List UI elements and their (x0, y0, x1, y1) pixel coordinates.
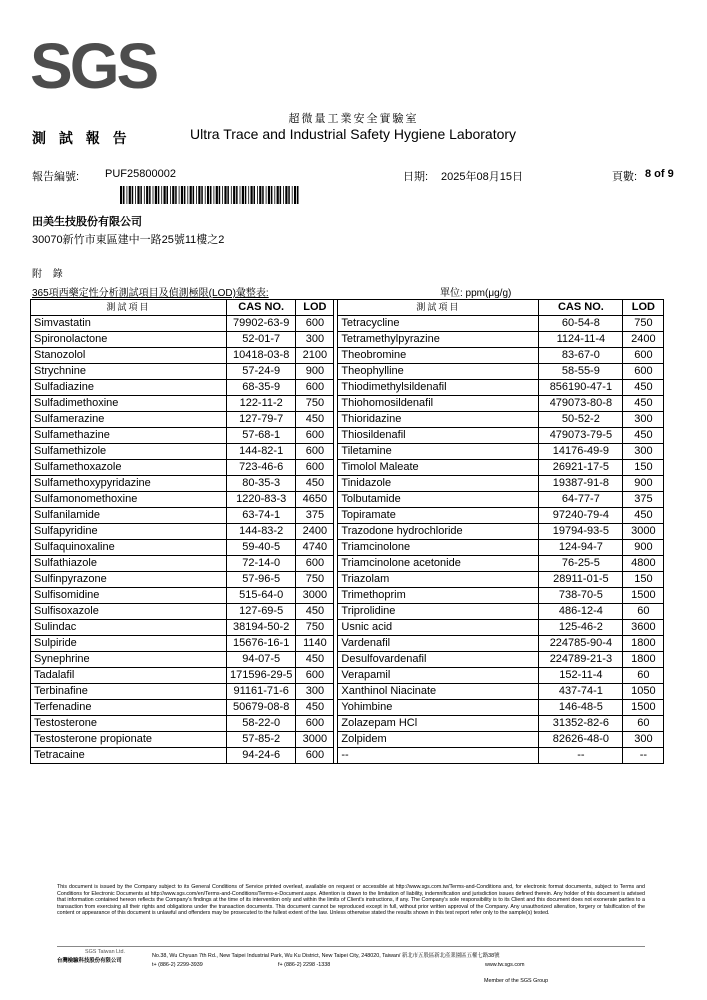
cas-number: 64-77-7 (539, 492, 623, 508)
barcode-bar (120, 186, 122, 204)
lod-value: 3600 (623, 620, 664, 636)
appendix-label: 附 錄 (32, 269, 67, 280)
lod-value: 900 (623, 476, 664, 492)
sgs-logo (28, 30, 163, 100)
barcode-bar (184, 186, 186, 204)
cas-number: 479073-80-8 (539, 396, 623, 412)
lod-value: 150 (623, 460, 664, 476)
lod-value: 4800 (623, 556, 664, 572)
barcode-bar (198, 186, 200, 204)
test-item-name: -- (338, 748, 539, 764)
lod-value: 450 (623, 380, 664, 396)
barcode-bar (210, 186, 212, 204)
lod-value: -- (623, 748, 664, 764)
lod-value: 60 (623, 716, 664, 732)
barcode-bar (251, 186, 253, 204)
test-item-name: Strychnine (31, 364, 227, 380)
test-item-name: Topiramate (338, 508, 539, 524)
table-row (31, 668, 664, 684)
report-number-label: 報告編號: (32, 171, 80, 183)
cas-number: 479073-79-5 (539, 428, 623, 444)
footer-company-en: SGS Taiwan Ltd. (85, 949, 126, 955)
test-item-name: Tiletamine (338, 444, 539, 460)
test-item-name: Terbinafine (31, 684, 227, 700)
disclaimer-text: This document is issued by the Company subject to its General Conditions of Service printed overleaf, available on request or accessible at http://www.sgs.com.tw/Terms-and-Conditions and, for electronic format documents, subject to Terms and Conditions for Electronic Documents at http://www.sgs.com/en/Terms-and-Conditions/Terms-e-Document.aspx. Attention is drawn to the limitation of liability, indemnification and jurisdiction issues defined therein. Any holder of this document is advised that information contained hereon reflects the Company's findings at the time of its intervention only and within the limits of Client's instructions, if any. The Company's sole responsibility is to its Client and this document does not exonerate parties to a transaction from exercising all their rights and obligations under the transaction documents. This document cannot be reproduced except in full, without prior written approval of the Company. Any unauthorized alteration, forgery or falsification of the content or appearance of this document is unlawful and offenders may be prosecuted to the fullest extent of the law. Unless otherwise stated the results shown in this test report refer only to the sample(s) tested. (57, 884, 645, 917)
date-label: 日期: (403, 171, 429, 183)
barcode-bar (129, 186, 131, 204)
cas-number: 171596-29-5 (227, 668, 296, 684)
lod-value: 300 (623, 444, 664, 460)
barcode-bar (297, 186, 299, 204)
barcode-bar (233, 186, 235, 204)
cas-number: 50-52-2 (539, 412, 623, 428)
table-row (31, 524, 664, 540)
lod-value: 2100 (296, 348, 334, 364)
test-item-name: Simvastatin (31, 316, 227, 332)
cas-number: 28911-01-5 (539, 572, 623, 588)
lod-value: 375 (623, 492, 664, 508)
unit-label: 單位: ppm(μg/g) (440, 288, 512, 299)
lod-value: 600 (296, 444, 334, 460)
barcode-bar (167, 186, 169, 204)
barcode-bar (259, 186, 261, 204)
lod-value: 750 (296, 572, 334, 588)
test-item-name: Sulfadiazine (31, 380, 227, 396)
test-item-name: Testosterone propionate (31, 732, 227, 748)
table-row (31, 652, 664, 668)
cas-number: 152-11-4 (539, 668, 623, 684)
test-item-name: Thiosildenafil (338, 428, 539, 444)
lod-value: 3000 (623, 524, 664, 540)
test-item-name: Tetracycline (338, 316, 539, 332)
table-row (31, 428, 664, 444)
cas-number: 83-67-0 (539, 348, 623, 364)
header-test-item: 測試項目 (338, 300, 539, 316)
lod-value: 300 (623, 412, 664, 428)
lod-value: 600 (623, 348, 664, 364)
cas-number: 144-82-1 (227, 444, 296, 460)
cas-number: 127-69-5 (227, 604, 296, 620)
barcode-bar (227, 186, 229, 204)
cas-number: 10418-03-8 (227, 348, 296, 364)
client-address: 30070新竹市東區建中一路25號11樓之2 (32, 234, 225, 246)
lod-value: 450 (623, 396, 664, 412)
test-item-name: Tetracaine (31, 748, 227, 764)
cas-number: 19794-93-5 (539, 524, 623, 540)
lod-value: 750 (296, 620, 334, 636)
barcode-bar (140, 186, 142, 204)
barcode-bar (292, 186, 293, 204)
test-item-name: Triamcinolone acetonide (338, 556, 539, 572)
lod-value: 600 (623, 364, 664, 380)
header-cas-no: CAS NO. (227, 300, 296, 316)
cas-number: 1124-11-4 (539, 332, 623, 348)
test-item-name: Sulfamethizole (31, 444, 227, 460)
table-row (31, 444, 664, 460)
barcode-bar (214, 186, 215, 204)
barcode-bar (187, 186, 188, 204)
table-row (31, 716, 664, 732)
test-item-name: Sulfanilamide (31, 508, 227, 524)
table-row (31, 316, 664, 332)
lod-value: 2400 (623, 332, 664, 348)
barcode-bar (179, 186, 180, 204)
cas-number: 515-64-0 (227, 588, 296, 604)
lod-value: 600 (296, 428, 334, 444)
footer-address: No.38, Wu Chyuan 7th Rd., New Taipei Industrial Park, Wu Ku District, New Taipei City, 248020, Taiwan/ 新北市五股區新北產業園區五權七路38號 (152, 953, 500, 959)
barcode-bar (257, 186, 258, 204)
header-cas-no: CAS NO. (539, 300, 623, 316)
table-row (31, 412, 664, 428)
lod-value: 600 (296, 668, 334, 684)
lod-value: 4650 (296, 492, 334, 508)
lod-value: 1140 (296, 636, 334, 652)
barcode-bar (161, 186, 162, 204)
barcode-bar (236, 186, 238, 204)
lod-value: 450 (296, 476, 334, 492)
lod-table (30, 299, 664, 764)
lod-value: 1800 (623, 652, 664, 668)
barcode-bar (262, 186, 264, 204)
cas-number: 144-83-2 (227, 524, 296, 540)
lod-value: 450 (623, 428, 664, 444)
test-item-name: Tetramethylpyrazine (338, 332, 539, 348)
table-row (31, 396, 664, 412)
barcode-bar (285, 186, 287, 204)
lod-value: 300 (296, 332, 334, 348)
lod-value: 450 (296, 700, 334, 716)
barcode-bar (280, 186, 282, 204)
table-row (31, 508, 664, 524)
cas-number: 486-12-4 (539, 604, 623, 620)
test-item-name: Sulfaquinoxaline (31, 540, 227, 556)
barcode-bar (201, 186, 203, 204)
test-item-name: Theophylline (338, 364, 539, 380)
barcode (120, 186, 300, 204)
test-item-name: Timolol Maleate (338, 460, 539, 476)
lod-value: 1800 (623, 636, 664, 652)
cas-number: 58-55-9 (539, 364, 623, 380)
test-item-name: Theobromine (338, 348, 539, 364)
cas-number: 38194-50-2 (227, 620, 296, 636)
lod-value: 4740 (296, 540, 334, 556)
table-row (31, 700, 664, 716)
table-header-row (31, 300, 664, 316)
test-item-name: Sulfinpyrazone (31, 572, 227, 588)
cas-number: 52-01-7 (227, 332, 296, 348)
barcode-bar (268, 186, 270, 204)
cas-number: 224789-21-3 (539, 652, 623, 668)
cas-number: 94-07-5 (227, 652, 296, 668)
cas-number: 738-70-5 (539, 588, 623, 604)
test-item-name: Stanozolol (31, 348, 227, 364)
table-row (31, 588, 664, 604)
barcode-bar (144, 186, 145, 204)
cas-number: 224785-90-4 (539, 636, 623, 652)
table-row (31, 732, 664, 748)
cas-number: 50679-08-8 (227, 700, 296, 716)
test-item-name: Tolbutamide (338, 492, 539, 508)
footer-divider (57, 946, 645, 947)
cas-number: 97240-79-4 (539, 508, 623, 524)
barcode-bar (231, 186, 232, 204)
barcode-bar (254, 186, 256, 204)
barcode-bar (170, 186, 171, 204)
test-item-name: Synephrine (31, 652, 227, 668)
test-item-name: Tinidazole (338, 476, 539, 492)
cas-number: 76-25-5 (539, 556, 623, 572)
table-row (31, 572, 664, 588)
barcode-bar (271, 186, 273, 204)
barcode-bar (123, 186, 125, 204)
test-item-name: Sulfamonomethoxine (31, 492, 227, 508)
cas-number: 68-35-9 (227, 380, 296, 396)
test-item-name: Thiodimethylsildenafil (338, 380, 539, 396)
test-item-name: Tadalafil (31, 668, 227, 684)
test-item-name: Sulfamethoxazole (31, 460, 227, 476)
footer-website: www.tw.sgs.com (485, 962, 525, 968)
table-row (31, 620, 664, 636)
barcode-bar (216, 186, 218, 204)
cas-number: 79902-63-9 (227, 316, 296, 332)
test-item-name: Triazolam (338, 572, 539, 588)
barcode-bar (155, 186, 157, 204)
lod-value: 450 (623, 508, 664, 524)
header-test-item: 測試項目 (31, 300, 227, 316)
test-item-name: Sulfathiazole (31, 556, 227, 572)
table-row (31, 492, 664, 508)
lod-value: 1050 (623, 684, 664, 700)
cas-number: 94-24-6 (227, 748, 296, 764)
header-lod: LOD (623, 300, 664, 316)
barcode-bar (135, 186, 136, 204)
footer-member-text: Member of the SGS Group (484, 978, 549, 984)
test-item-name: Sulfamethoxypyridazine (31, 476, 227, 492)
lod-value: 1500 (623, 700, 664, 716)
table-row (31, 476, 664, 492)
cas-number: 57-24-9 (227, 364, 296, 380)
barcode-bar (181, 186, 183, 204)
barcode-bar (240, 186, 241, 204)
table-row (31, 636, 664, 652)
test-item-name: Sulfadimethoxine (31, 396, 227, 412)
barcode-bar (222, 186, 223, 204)
lab-name-en: Ultra Trace and Industrial Safety Hygiene Laboratory (190, 126, 517, 142)
lod-value: 600 (296, 460, 334, 476)
cas-number: 437-74-1 (539, 684, 623, 700)
table-row (31, 460, 664, 476)
table-row (31, 364, 664, 380)
test-item-name: Zolpidem (338, 732, 539, 748)
test-item-name: Xanthinol Niacinate (338, 684, 539, 700)
lod-value: 750 (296, 396, 334, 412)
test-item-name: Desulfovardenafil (338, 652, 539, 668)
cas-number: 26921-17-5 (539, 460, 623, 476)
cas-number: 127-79-7 (227, 412, 296, 428)
lod-value: 150 (623, 572, 664, 588)
barcode-bar (164, 186, 166, 204)
footer-company-zh: 台灣檢驗科技股份有限公司 (57, 958, 122, 964)
table-title: 365項西藥定性分析測試項目及偵測極限(LOD)彙整表: (32, 288, 269, 299)
test-item-name: Sulfapyridine (31, 524, 227, 540)
lod-value: 600 (296, 556, 334, 572)
barcode-bar (127, 186, 128, 204)
barcode-bar (248, 186, 249, 204)
cas-number: 15676-16-1 (227, 636, 296, 652)
cas-number: -- (539, 748, 623, 764)
barcode-bar (294, 186, 296, 204)
test-item-name: Zolazepam HCl (338, 716, 539, 732)
barcode-bar (242, 186, 244, 204)
report-number: PUF25800002 (105, 168, 176, 180)
test-item-name: Trazodone hydrochloride (338, 524, 539, 540)
barcode-bar (205, 186, 206, 204)
barcode-bar (207, 186, 209, 204)
test-item-name: Vardenafil (338, 636, 539, 652)
cas-number: 14176-49-9 (539, 444, 623, 460)
cas-number: 59-40-5 (227, 540, 296, 556)
test-item-name: Sulfisoxazole (31, 604, 227, 620)
lod-value: 300 (296, 684, 334, 700)
lod-value: 600 (296, 380, 334, 396)
page-label: 頁數: (612, 171, 638, 183)
table-row (31, 684, 664, 700)
lod-value: 600 (296, 316, 334, 332)
test-item-name: Sulfamerazine (31, 412, 227, 428)
barcode-bar (132, 186, 134, 204)
lod-value: 60 (623, 604, 664, 620)
table-row (31, 332, 664, 348)
lod-value: 3000 (296, 732, 334, 748)
header-lod: LOD (296, 300, 334, 316)
barcode-bar (266, 186, 267, 204)
cas-number: 146-48-5 (539, 700, 623, 716)
lod-value: 450 (296, 604, 334, 620)
barcode-bar (175, 186, 177, 204)
test-item-name: Testosterone (31, 716, 227, 732)
table-row (31, 748, 664, 764)
cas-number: 80-35-3 (227, 476, 296, 492)
barcode-bar (288, 186, 290, 204)
lod-value: 3000 (296, 588, 334, 604)
cas-number: 1220-83-3 (227, 492, 296, 508)
cas-number: 57-85-2 (227, 732, 296, 748)
cas-number: 60-54-8 (539, 316, 623, 332)
barcode-bar (274, 186, 275, 204)
table-row (31, 380, 664, 396)
test-item-name: Thioridazine (338, 412, 539, 428)
barcode-bar (193, 186, 195, 204)
barcode-bar (196, 186, 197, 204)
footer-fax: f+ (886-2) 2298 -1338 (278, 962, 331, 968)
lod-value: 60 (623, 668, 664, 684)
cas-number: 57-96-5 (227, 572, 296, 588)
barcode-bar (245, 186, 247, 204)
cas-number: 91161-71-6 (227, 684, 296, 700)
lod-value: 375 (296, 508, 334, 524)
lod-value: 900 (296, 364, 334, 380)
cas-number: 723-46-6 (227, 460, 296, 476)
page-number: 8 of 9 (645, 168, 674, 180)
barcode-bar (158, 186, 160, 204)
cas-number: 124-94-7 (539, 540, 623, 556)
table-row (31, 604, 664, 620)
test-item-name: Yohimbine (338, 700, 539, 716)
table-row (31, 348, 664, 364)
footer-telephone: t+ (886-2) 2299-3939 (152, 962, 203, 968)
test-item-name: Triamcinolone (338, 540, 539, 556)
test-item-name: Sulfisomidine (31, 588, 227, 604)
test-item-name: Usnic acid (338, 620, 539, 636)
cas-number: 57-68-1 (227, 428, 296, 444)
test-item-name: Trimethoprim (338, 588, 539, 604)
report-title: 測 試 報 告 (32, 131, 131, 147)
lod-value: 1500 (623, 588, 664, 604)
cas-number: 125-46-2 (539, 620, 623, 636)
barcode-bar (283, 186, 284, 204)
cas-number: 19387-91-8 (539, 476, 623, 492)
barcode-bar (137, 186, 139, 204)
barcode-bar (172, 186, 174, 204)
lod-value: 300 (623, 732, 664, 748)
cas-number: 63-74-1 (227, 508, 296, 524)
cas-number: 58-22-0 (227, 716, 296, 732)
lod-value: 450 (296, 652, 334, 668)
test-item-name: Verapamil (338, 668, 539, 684)
test-item-name: Terfenadine (31, 700, 227, 716)
cas-number: 31352-82-6 (539, 716, 623, 732)
client-company: 田美生技股份有限公司 (32, 216, 142, 228)
lod-value: 900 (623, 540, 664, 556)
lod-value: 600 (296, 748, 334, 764)
lab-name-zh: 超微量工業安全實驗室 (288, 112, 419, 125)
barcode-bar (190, 186, 192, 204)
barcode-bar (224, 186, 226, 204)
lod-value: 600 (296, 716, 334, 732)
barcode-bar (149, 186, 151, 204)
cas-number: 856190-47-1 (539, 380, 623, 396)
cas-number: 82626-48-0 (539, 732, 623, 748)
lod-value: 450 (296, 412, 334, 428)
cas-number: 122-11-2 (227, 396, 296, 412)
lod-value: 750 (623, 316, 664, 332)
lod-value: 2400 (296, 524, 334, 540)
table-row (31, 556, 664, 572)
test-item-name: Thiohomosildenafil (338, 396, 539, 412)
test-item-name: Spironolactone (31, 332, 227, 348)
test-item-name: Triprolidine (338, 604, 539, 620)
barcode-bar (277, 186, 279, 204)
barcode-bar (146, 186, 148, 204)
test-item-name: Sulpiride (31, 636, 227, 652)
cas-number: 72-14-0 (227, 556, 296, 572)
test-item-name: Sulfamethazine (31, 428, 227, 444)
report-date: 2025年08月15日 (441, 171, 523, 183)
sgs-logo-text: SGS (30, 30, 157, 100)
test-item-name: Sulindac (31, 620, 227, 636)
table-row (31, 540, 664, 556)
barcode-bar (153, 186, 154, 204)
barcode-bar (219, 186, 221, 204)
